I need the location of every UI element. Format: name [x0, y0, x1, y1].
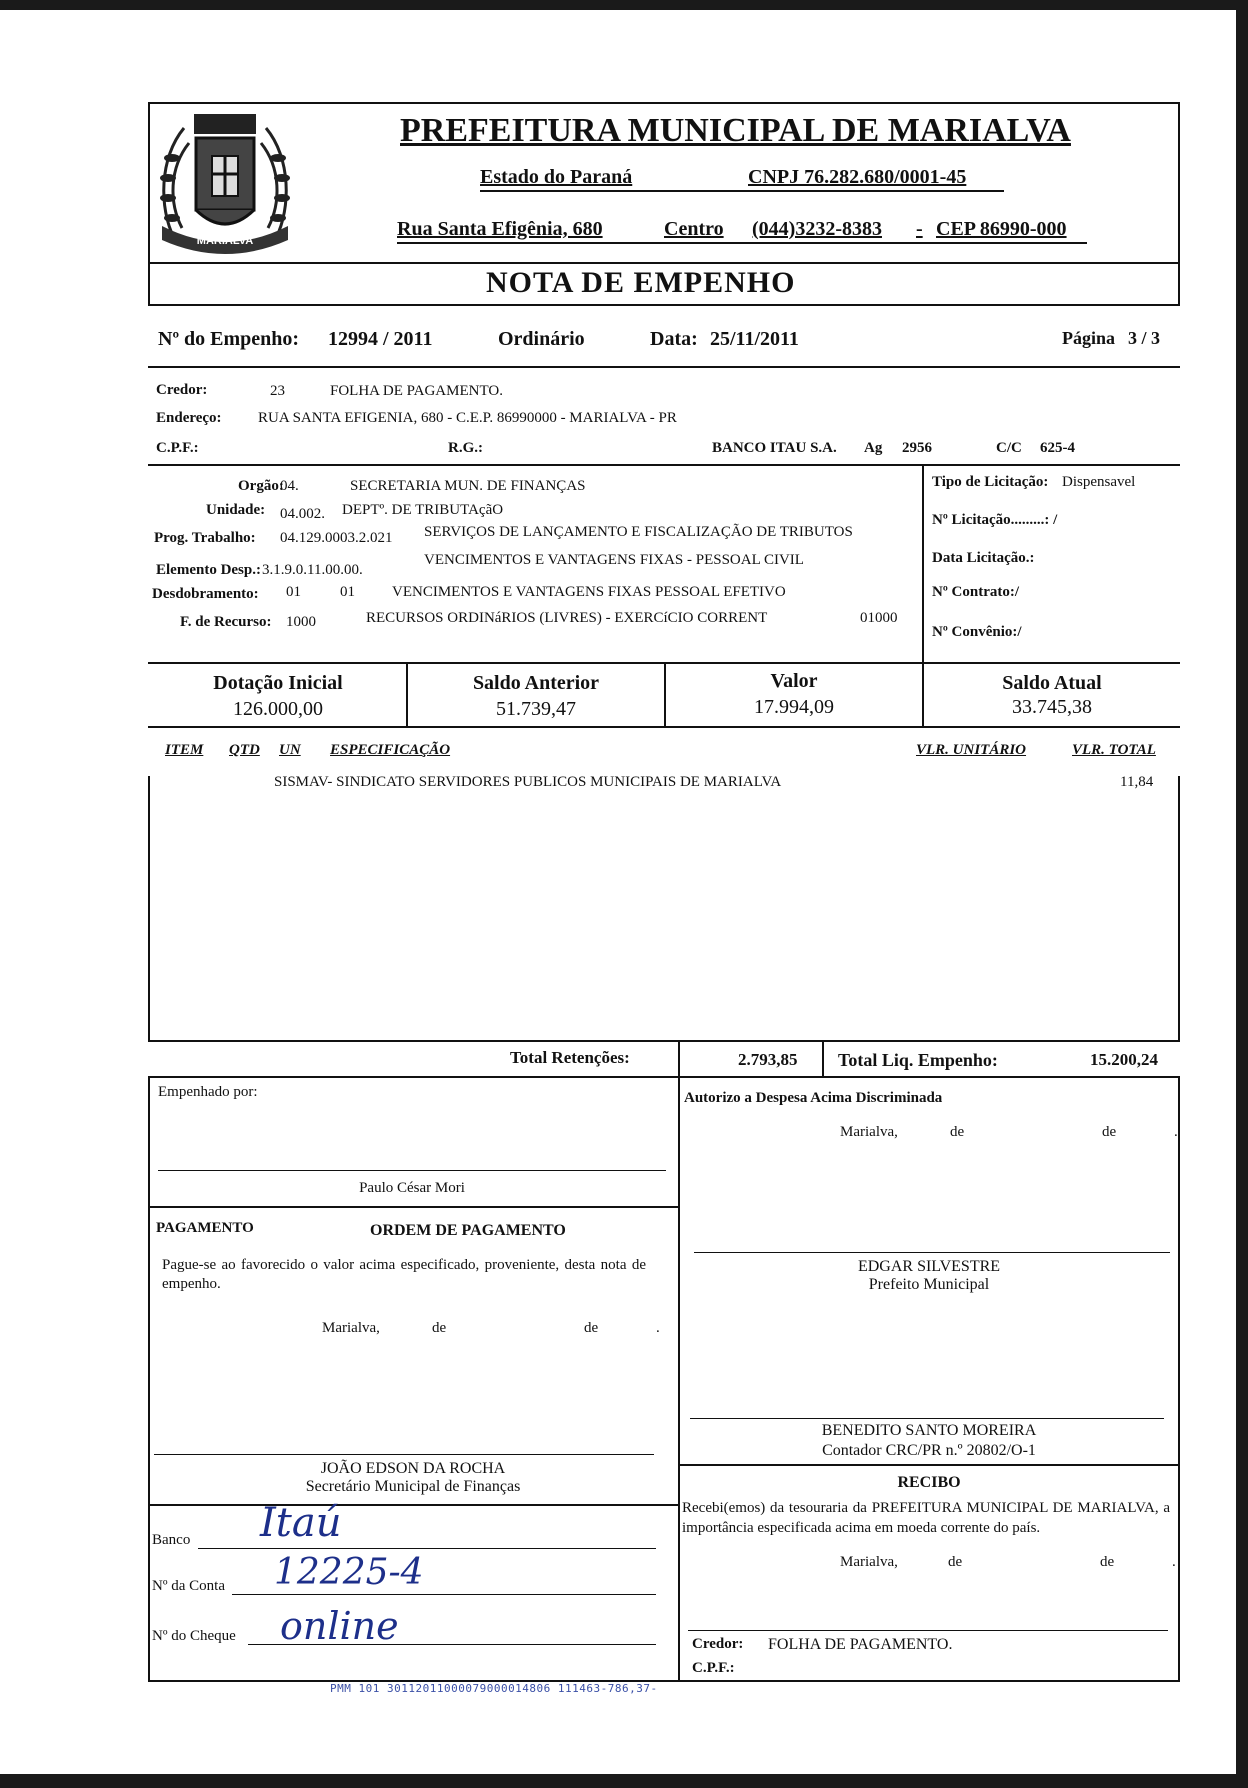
elemento-label: Elemento Desp.: [156, 562, 261, 578]
address-cep: CEP 86990-000 [936, 218, 1067, 240]
empenhado-label: Empenhado por: [158, 1084, 258, 1100]
prefeito-signature-line [694, 1252, 1170, 1253]
desdobramento-desc: VENCIMENTOS E VANTAGENS FIXAS PESSOAL EFETIVO [392, 584, 786, 600]
ordem-pagamento-title: ORDEM DE PAGAMENTO [370, 1222, 566, 1239]
saldos-bottom-divider [148, 726, 1180, 728]
desdobramento-a: 01 [286, 584, 301, 600]
address-underline [397, 242, 1087, 244]
secretario-name: JOÃO EDSON DA ROCHA [320, 1460, 506, 1477]
recibo-city: Marialva, [840, 1554, 898, 1570]
conta-handwriting: 12225-4 [274, 1552, 424, 1593]
contador-role: Contador CRC/PR n.º 20802/O-1 [822, 1442, 1036, 1459]
tipo-licitacao-value: Dispensavel [1062, 474, 1136, 490]
scan-border-top [0, 0, 1248, 10]
empenhado-name: Paulo César Mori [359, 1180, 465, 1196]
desdobramento-label: Desdobramento: [152, 586, 259, 602]
credor-divider [148, 464, 1180, 466]
endereco-value: RUA SANTA EFIGENIA, 680 - C.E.P. 86990000 - MARIALVA - PR [258, 410, 677, 426]
saldo-atual-value: 33.745,38 [1012, 696, 1092, 718]
footer-bank-code: PMM 101 30112011000079000014806 111463-786,37- [330, 1682, 658, 1695]
cheque-label: Nº do Cheque [152, 1628, 236, 1644]
page-label: Página [1062, 328, 1116, 348]
empenho-type: Ordinário [498, 328, 585, 350]
address-street: Rua Santa Efigênia, 680 [397, 218, 603, 240]
empenhado-signature-line [158, 1170, 666, 1171]
recibo-credor-label: Credor: [692, 1636, 744, 1652]
empenho-label: Nº do Empenho: [158, 328, 300, 350]
conta-line [232, 1594, 656, 1595]
contador-name: BENEDITO SANTO MOREIRA [821, 1422, 1037, 1439]
state-label: Estado do Paraná [480, 166, 633, 188]
recibo-credor-value: FOLHA DE PAGAMENTO. [768, 1636, 953, 1653]
item-row-total: 11,84 [1120, 774, 1154, 790]
valor-label: Valor [770, 670, 818, 692]
contador-signature-line [690, 1418, 1164, 1419]
totais-divider-2 [822, 1040, 824, 1078]
pagamento-dot: . [656, 1320, 660, 1336]
items-header-total: VLR. TOTAL [1072, 742, 1156, 758]
credor-name: FOLHA DE PAGAMENTO. [330, 383, 503, 399]
meta-divider [148, 366, 1180, 368]
cpf-label: C.P.F.: [156, 440, 199, 456]
saldo-anterior-label: Saldo Anterior [472, 672, 600, 694]
items-header-especificacao: ESPECIFICAÇÃO [330, 742, 451, 758]
prog-desc: SERVIÇOS DE LANÇAMENTO E FISCALIZAÇÃO DE TRIBUTOS [424, 524, 853, 540]
items-header-item: ITEM [165, 742, 204, 758]
items-header-qtd: QTD [229, 742, 260, 758]
orgao-label: Orgão: [238, 478, 284, 494]
recibo-dot: . [1172, 1554, 1176, 1570]
credor-label: Credor: [156, 382, 208, 398]
recibo-cpf-label: C.P.F.: [692, 1660, 735, 1676]
banco-label: Banco [152, 1532, 191, 1548]
recibo-de2: de [1100, 1554, 1115, 1570]
saldo-atual-label: Saldo Atual [1002, 672, 1102, 694]
lower-left-border [148, 1076, 150, 1682]
svg-text:MARIALVA: MARIALVA [196, 235, 254, 247]
account-value: 625-4 [1040, 440, 1075, 456]
items-left-border [148, 776, 150, 1042]
unidade-label: Unidade: [206, 502, 266, 518]
pagamento-de1: de [432, 1320, 447, 1336]
elemento-code: 3.1.9.0.11.00.00. [262, 562, 363, 578]
recibo-signature-line [688, 1630, 1168, 1631]
orgao-desc: SECRETARIA MUN. DE FINANÇAS [350, 478, 586, 494]
banco-handwriting: Itaú [260, 1500, 342, 1546]
banco-line [198, 1548, 656, 1549]
lower-bottom-border [148, 1680, 1180, 1682]
elemento-desc: VENCIMENTOS E VANTAGENS FIXAS - PESSOAL CIVIL [424, 552, 804, 568]
state-underline [480, 190, 1004, 192]
prog-code: 04.129.0003.2.021 [280, 530, 393, 546]
doc-title: NOTA DE EMPENHO [486, 266, 796, 299]
scan-border-bottom [0, 1774, 1248, 1788]
recurso-code: 1000 [286, 614, 316, 630]
data-licitacao-label: Data Licitação.: [932, 550, 1035, 566]
address-phone: (044)3232-8383 [752, 218, 882, 240]
page-value: 3 / 3 [1128, 328, 1161, 348]
conta-label: Nº da Conta [152, 1578, 225, 1594]
cnpj-label: CNPJ 76.282.680/0001-45 [748, 166, 967, 188]
agency-label: Ag [864, 440, 883, 456]
address-district: Centro [664, 218, 724, 240]
dotacao-label: Dotação Inicial [213, 672, 343, 694]
header-divider [148, 262, 1180, 264]
totais-bottom-divider [148, 1076, 1180, 1078]
unidade-desc: DEPTº. DE TRIBUTAçãO [342, 502, 504, 518]
totais-divider-1 [678, 1040, 680, 1078]
desdobramento-b: 01 [340, 584, 355, 600]
prefeito-name: EDGAR SILVESTRE [857, 1258, 1001, 1275]
tipo-licitacao-label: Tipo de Licitação: [932, 474, 1049, 490]
bank-name: BANCO ITAU S.A. [712, 440, 837, 456]
autorizo-de2: de [1102, 1124, 1117, 1140]
secretario-role: Secretário Municipal de Finanças [305, 1478, 521, 1495]
retencoes-label: Total Retenções: [510, 1048, 630, 1067]
items-right-border [1178, 776, 1180, 1042]
cheque-handwriting: online [280, 1604, 399, 1648]
items-header-unitario: VLR. UNITÁRIO [916, 742, 1027, 758]
page-title: PREFEITURA MUNICIPAL DE MARIALVA [400, 112, 1071, 149]
lower-center-divider [678, 1076, 680, 1682]
totais-top-divider [148, 1040, 1180, 1042]
pagamento-city: Marialva, [322, 1320, 380, 1336]
pagamento-de2: de [584, 1320, 599, 1336]
banco-top-divider [148, 1504, 678, 1506]
prefeito-role: Prefeito Municipal [868, 1276, 990, 1293]
rg-label: R.G.: [448, 440, 483, 456]
liquido-label: Total Liq. Empenho: [838, 1050, 998, 1070]
date-label: Data: [650, 328, 698, 350]
num-licitacao-label: Nº Licitação.........: / [932, 512, 1058, 528]
unidade-code: 04.002. [280, 506, 325, 522]
items-header-un: UN [279, 742, 301, 758]
empenho-number: 12994 / 2011 [328, 328, 433, 350]
secretario-signature-line [154, 1454, 654, 1455]
autorizo-title: Autorizo a Despesa Acima Discriminada [684, 1090, 943, 1106]
date-value: 25/11/2011 [710, 328, 799, 350]
orgao-code: 04. [280, 478, 299, 494]
dotacao-value: 126.000,00 [233, 698, 323, 720]
account-label: C/C [996, 440, 1022, 456]
autorizo-city: Marialva, [840, 1124, 898, 1140]
recibo-text: Recebi(emos) da tesouraria da PREFEITURA MUNICIPAL DE MARIALVA, a importância especificada acima em moeda corrente do país. [682, 1500, 1170, 1536]
contrato-label: Nº Contrato:/ [932, 584, 1020, 600]
recibo-title: RECIBO [897, 1474, 961, 1491]
recibo-de1: de [948, 1554, 963, 1570]
coat-of-arms-icon [154, 108, 296, 258]
pagamento-text: Pague-se ao favorecido o valor acima especificado, proveniente, desta nota de empenho. [162, 1257, 646, 1292]
pagamento-label: PAGAMENTO [156, 1220, 254, 1236]
endereco-label: Endereço: [156, 410, 222, 426]
agency-value: 2956 [902, 440, 932, 456]
recurso-label: F. de Recurso: [180, 614, 272, 630]
retencoes-value: 2.793,85 [738, 1050, 798, 1069]
credor-code: 23 [270, 383, 285, 399]
address-separator: - [916, 218, 923, 240]
autorizo-de1: de [950, 1124, 965, 1140]
valor-value: 17.994,09 [754, 696, 834, 718]
prog-label: Prog. Trabalho: [154, 530, 256, 546]
recibo-top-divider [678, 1464, 1180, 1466]
pagamento-top-divider [148, 1206, 678, 1208]
liquido-value: 15.200,24 [1090, 1050, 1158, 1069]
convenio-label: Nº Convênio:/ [932, 624, 1022, 640]
licitacao-vertical-divider [922, 464, 924, 662]
item-row-desc: SISMAV- SINDICATO SERVIDORES PUBLICOS MUNICIPAIS DE MARIALVA [274, 774, 782, 790]
autorizo-dot: . [1174, 1124, 1178, 1140]
scan-border-right [1236, 0, 1248, 1788]
recurso-number: 01000 [860, 610, 898, 626]
saldo-anterior-value: 51.739,47 [496, 698, 576, 720]
recurso-desc: RECURSOS ORDINáRIOS (LIVRES) - EXERCíCIO CORRENT [366, 610, 768, 626]
lower-right-border [1178, 1076, 1180, 1682]
